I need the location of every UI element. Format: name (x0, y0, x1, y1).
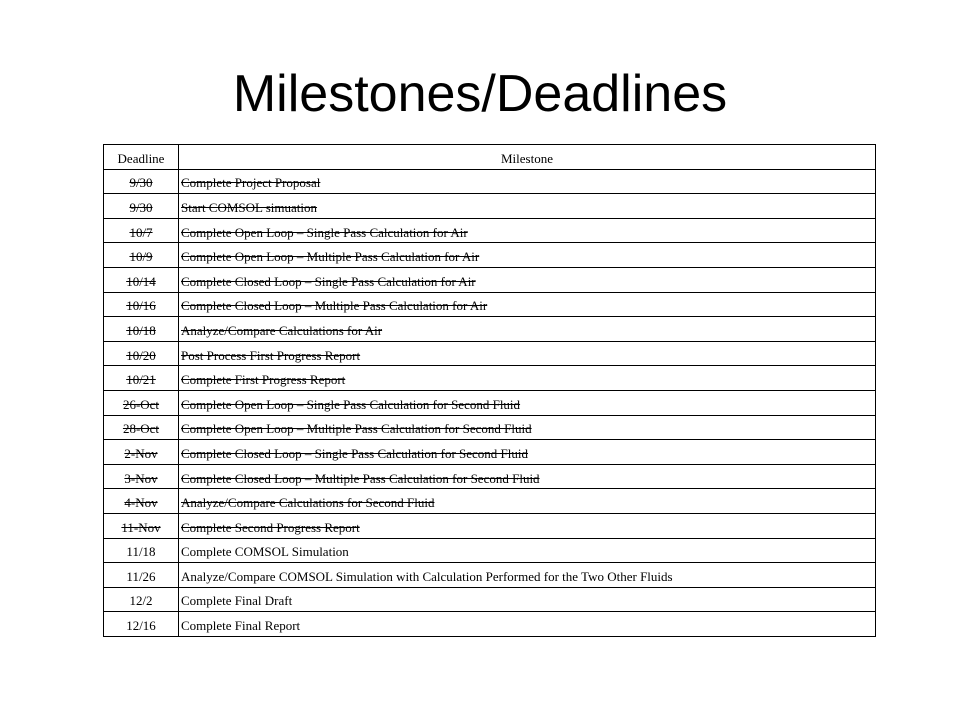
column-header-milestone: Milestone (179, 145, 876, 170)
page-title: Milestones/Deadlines (232, 65, 728, 123)
milestone-cell: Complete Open Loop – Single Pass Calculation for Second Fluid (179, 390, 876, 415)
table-row (104, 390, 876, 415)
milestones-table (103, 144, 876, 637)
deadline-cell: 28-Oct (104, 415, 179, 440)
milestone-cell: Complete Final Report (179, 612, 876, 637)
deadline-cell: 11-Nov (104, 513, 179, 538)
milestone-cell: Post Process First Progress Report (179, 341, 876, 366)
deadline-cell: 26-Oct (104, 390, 179, 415)
table-row (104, 538, 876, 563)
deadline-cell: 10/14 (104, 267, 179, 292)
milestone-cell: Complete COMSOL Simulation (179, 538, 876, 563)
deadline-cell: 10/21 (104, 366, 179, 391)
milestone-cell: Complete Project Proposal (179, 169, 876, 194)
milestone-cell: Start COMSOL simuation (179, 194, 876, 219)
deadline-cell: 9/30 (104, 194, 179, 219)
deadline-cell: 3-Nov (104, 464, 179, 489)
milestone-cell: Complete Final Draft (179, 587, 876, 612)
milestone-cell: Complete Open Loop – Single Pass Calculation for Air (179, 218, 876, 243)
deadline-cell: 10/16 (104, 292, 179, 317)
milestone-cell: Complete Open Loop – Multiple Pass Calculation for Air (179, 243, 876, 268)
table-row (104, 612, 876, 637)
deadline-cell: 12/2 (104, 587, 179, 612)
table-row (104, 267, 876, 292)
table-row (104, 440, 876, 465)
deadline-cell: 10/9 (104, 243, 179, 268)
table-row (104, 169, 876, 194)
milestone-cell: Analyze/Compare COMSOL Simulation with Calculation Performed for the Two Other Fluids (179, 563, 876, 588)
deadline-cell: 9/30 (104, 169, 179, 194)
deadline-cell: 10/18 (104, 317, 179, 342)
deadline-cell: 4-Nov (104, 489, 179, 514)
milestone-cell: Analyze/Compare Calculations for Air (179, 317, 876, 342)
deadline-cell: 10/7 (104, 218, 179, 243)
table-row (104, 489, 876, 514)
table-row (104, 587, 876, 612)
milestone-cell: Analyze/Compare Calculations for Second Fluid (179, 489, 876, 514)
milestone-cell: Complete First Progress Report (179, 366, 876, 391)
milestone-cell: Complete Closed Loop – Single Pass Calculation for Air (179, 267, 876, 292)
deadline-cell: 12/16 (104, 612, 179, 637)
deadline-cell: 11/18 (104, 538, 179, 563)
table-row (104, 341, 876, 366)
table-row (104, 218, 876, 243)
table-row (104, 464, 876, 489)
table-row (104, 292, 876, 317)
table-row (104, 563, 876, 588)
milestone-cell: Complete Closed Loop – Multiple Pass Calculation for Second Fluid (179, 464, 876, 489)
milestone-cell: Complete Second Progress Report (179, 513, 876, 538)
milestone-cell: Complete Closed Loop – Single Pass Calculation for Second Fluid (179, 440, 876, 465)
table-row (104, 513, 876, 538)
deadline-cell: 10/20 (104, 341, 179, 366)
table-row (104, 317, 876, 342)
table-row (104, 243, 876, 268)
milestone-cell: Complete Open Loop – Multiple Pass Calculation for Second Fluid (179, 415, 876, 440)
table-body (104, 169, 876, 636)
column-header-deadline: Deadline (104, 145, 179, 170)
deadline-cell: 2-Nov (104, 440, 179, 465)
table-row (104, 415, 876, 440)
table-header-row (104, 145, 876, 170)
deadline-cell: 11/26 (104, 563, 179, 588)
milestone-cell: Complete Closed Loop – Multiple Pass Calculation for Air (179, 292, 876, 317)
table-row (104, 366, 876, 391)
table-row (104, 194, 876, 219)
